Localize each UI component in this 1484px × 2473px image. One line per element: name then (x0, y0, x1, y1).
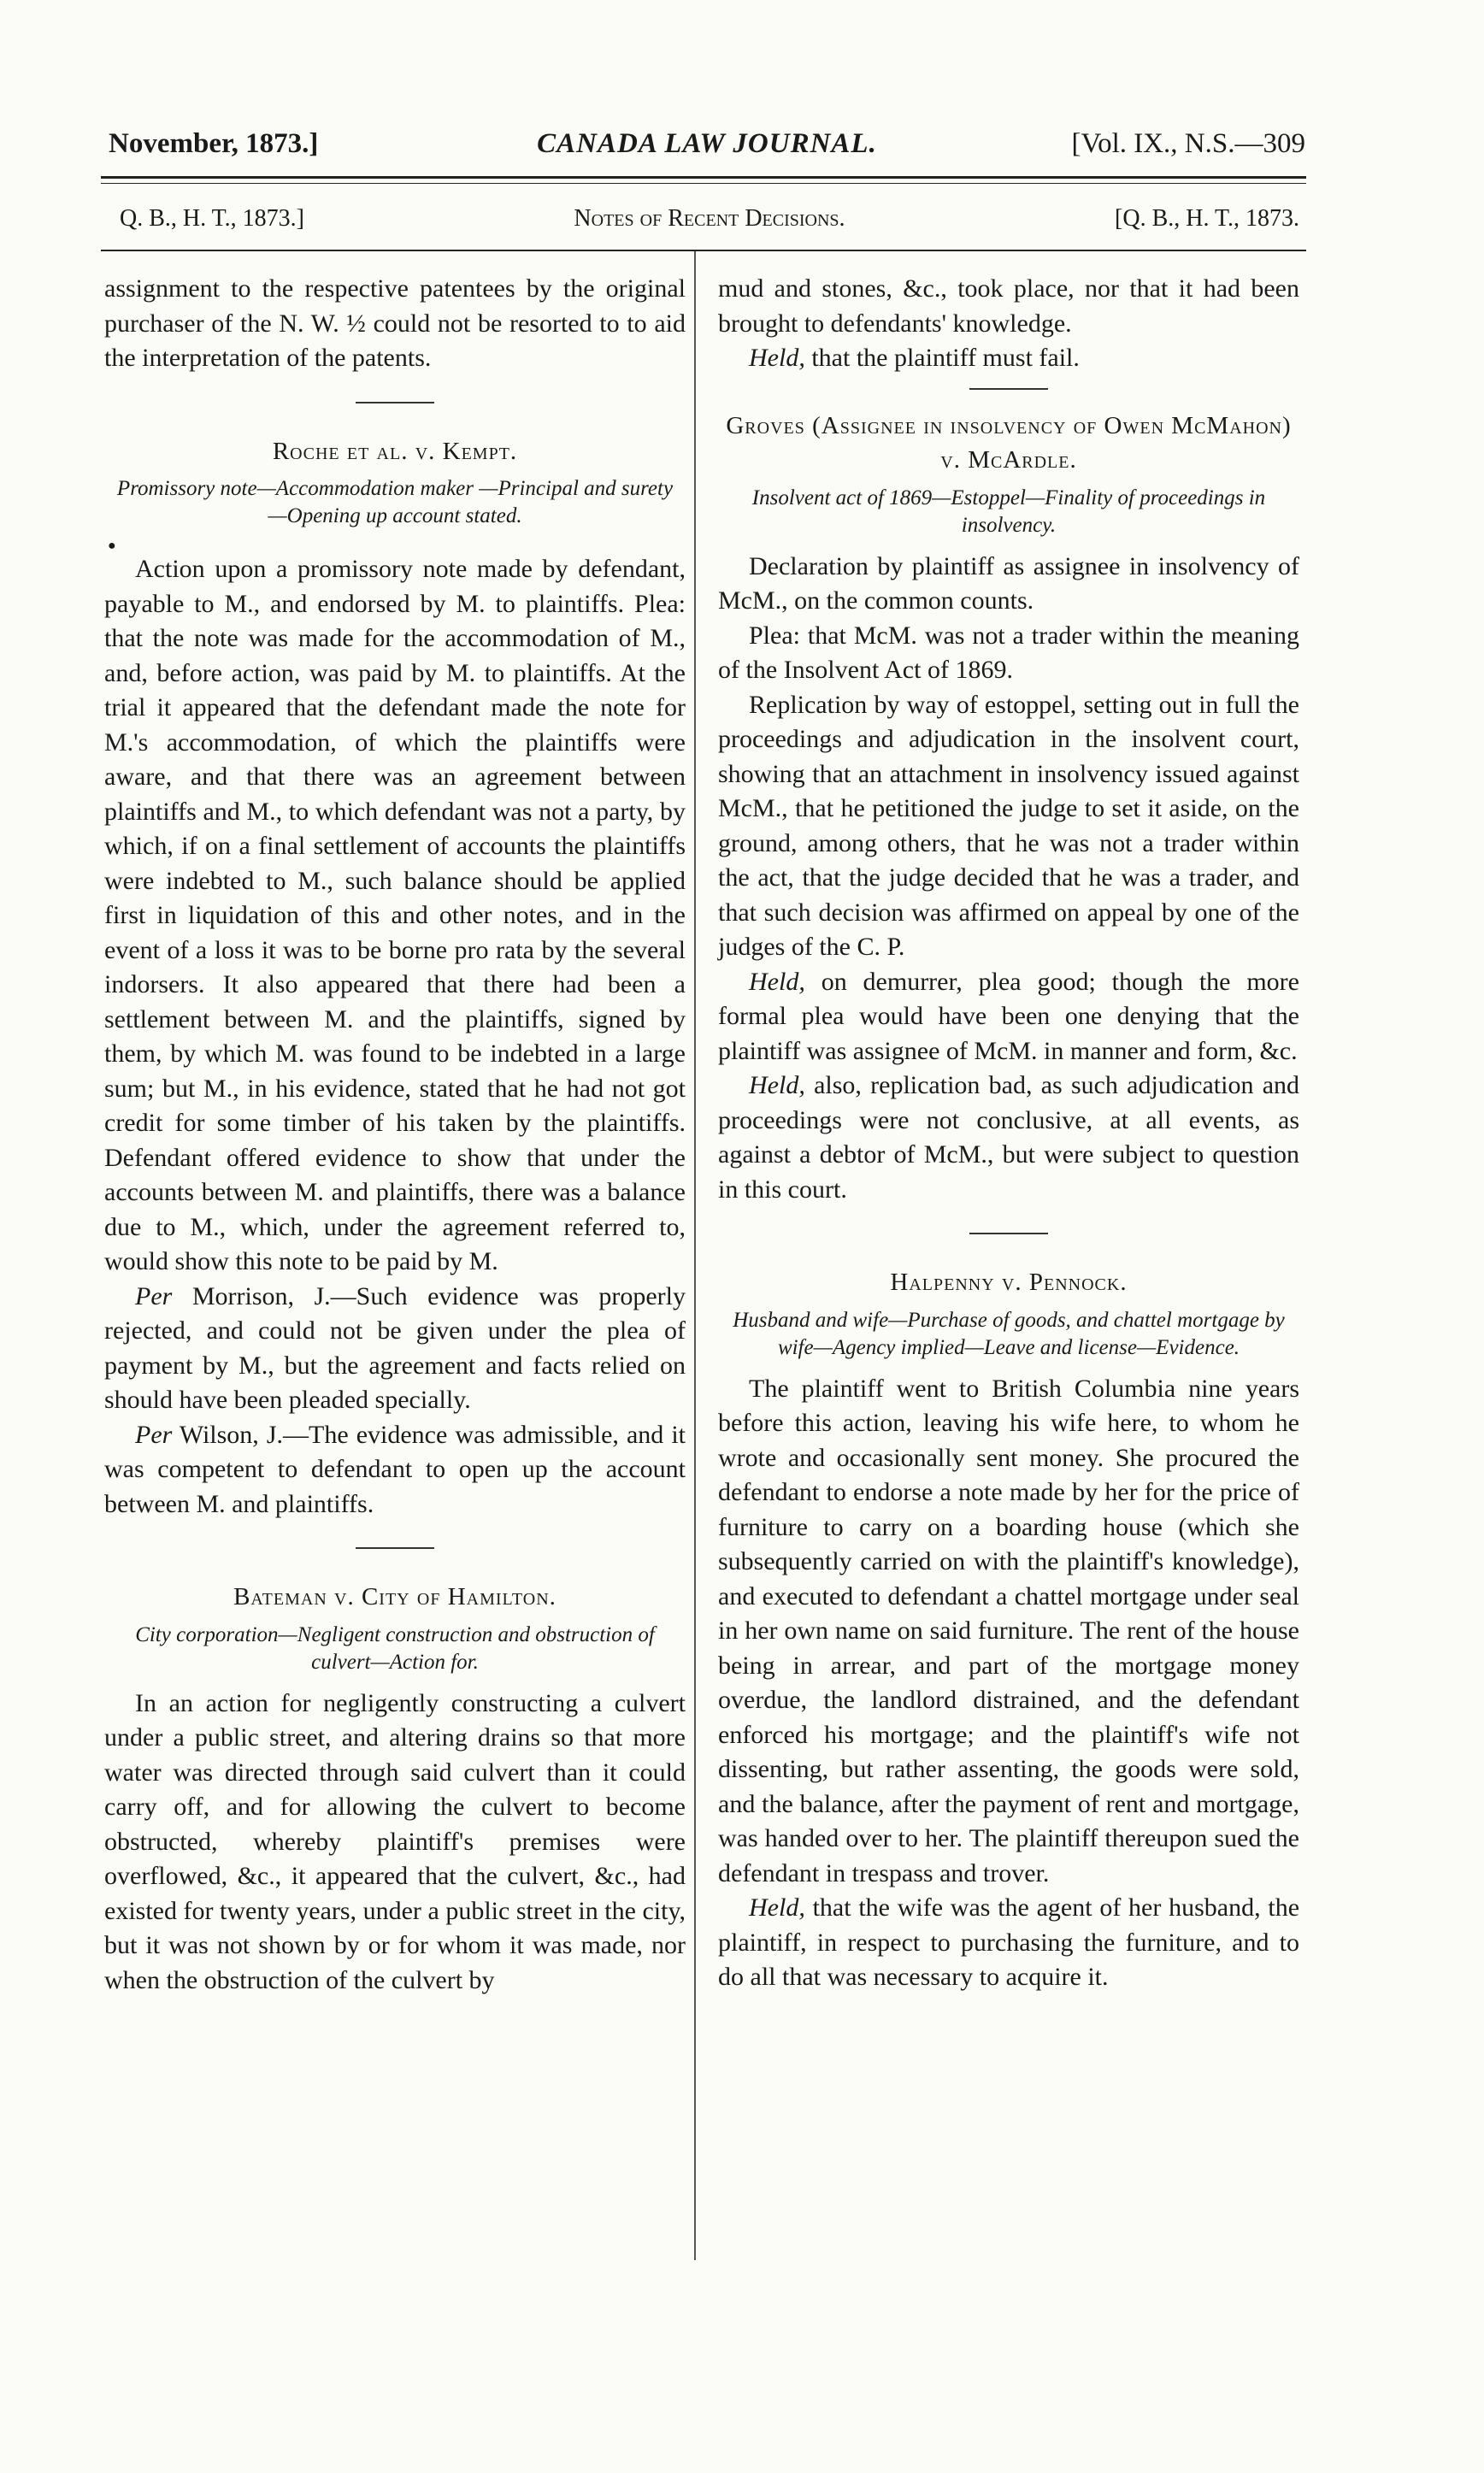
case-paragraph: Replication by way of estoppel, setting out in full the proceedings and adjudication in the insolvent court, showing that an attachment in insolvency issued against McM., that he petitioned the judge to set it aside, on the ground, among others, that he was not a trader within the act, that the judge decided that he was a trader, and that such decision was affirmed on appeal by one of the judges of the C. P. (718, 690, 1299, 961)
opinion-text: Morrison, J.—Such evidence was properly rejected, and could not be given under the plea of payment by M., but the agreement and facts relied on should have been pleaded specially. (104, 1281, 686, 1414)
continued-paragraph: assignment to the respective patentees by the original purchaser of the N. W. ½ could not be resorted to to aid the interpretation of the patents. (104, 274, 686, 372)
case-separator (969, 1233, 1048, 1234)
per-label: Per (135, 1420, 173, 1449)
case-paragraph: Action upon a promissory note made by defendant, payable to M., and endorsed by M. to plaintiffs. Plea: that the note was made for the accommodation of M., and, before action, was paid by M. to plaintiffs. At the trial it appeared that the defendant made the note for M.'s accommodation, of which the plaintiffs were aware, and that there was an agreement between plaintiffs and M., to which defendant was not a party, by which, if on a final settlement of accounts the plaintiffs were indebted to M., such balance should be applied first in liquidation of this and other notes, and in the event of a loss it was to be borne pro rata by the several indorsers. It also appeared that there had been a settlement between M. and the plaintiffs, signed by them, by which M. was found to be indebted in a large sum; but M., in his evidence, stated that he had not got credit for some timber of his taken by the plaintiffs. Defendant offered evidence to show that under the accounts between M. and plaintiffs, there was a balance due to M., which, under the agreement referred to, would show this note to be paid by M. (104, 555, 686, 1275)
continued-paragraph: mud and stones, &c., took place, nor that it had been brought to defendants' knowledge. (718, 274, 1299, 338)
holding-text: also, replication bad, as such adjudication and proceedings were not conclusive, at all events, as against a debtor of McM., but were subject to question in this court. (718, 1071, 1300, 1204)
court-term-left: Q. B., H. T., 1873.] (120, 205, 304, 232)
case-title: Bateman v. City of Hamilton. (233, 1583, 556, 1610)
holding-text: that the wife was the agent of her husband, the plaintiff, in respect to purchasing the furniture, and to do all that was necessary to acquire it. (718, 1893, 1300, 1991)
holding-paragraph (718, 965, 1299, 1069)
case-headnote: City corporation—Negligent construction and obstruction of culvert—Action for. (135, 1622, 655, 1674)
section-rule (101, 250, 1306, 251)
column-divider (694, 251, 696, 2260)
judge-opinion (104, 1280, 686, 1418)
case-paragraph: Declaration by plaintiff as assignee in insolvency of McM., on the common counts. (718, 551, 1299, 615)
journal-title: CANADA LAW JOURNAL. (537, 128, 877, 159)
case-paragraph: Plea: that McM. was not a trader within the meaning of the Insolvent Act of 1869. (718, 621, 1299, 684)
section-title: Notes of Recent Decisions. (574, 205, 845, 232)
case-paragraph: The plaintiff went to British Columbia nine years before this action, leaving his wife here, to whom he wrote and occasionally sent money. She procured the defendant to endorse a note made by her for the price of furniture to carry on a boarding house (which she subsequently carried on with the plaintiff's knowledge), and executed to defendant a chattel mortgage under seal in her own name on said furniture. The rent of the house being in arrear, and part of the mortgage money overdue, the landlord distrained, and the defendant enforced his mortgage; and the plaintiff's wife not dissenting, but rather assenting, the goods were sold, and the balance, after the payment of rent and mortgage, was handed over to her. The plaintiff thereupon sued the defendant in trespass and trover. (718, 1374, 1299, 1887)
court-term-right: [Q. B., H. T., 1873. (1115, 205, 1299, 232)
case-title: Groves (Assignee in insolvency of Owen McMahon) v. McArdle. (726, 411, 1292, 474)
bullet-mark: ● (108, 539, 116, 553)
header-rule-thin (101, 183, 1306, 184)
case-separator (356, 1547, 434, 1549)
per-label: Per (135, 1281, 173, 1310)
case-title: Roche et al. v. Kempt. (272, 437, 518, 465)
header-rule-thick (101, 176, 1306, 179)
issue-date: November, 1873.] (109, 128, 319, 159)
held-label: Held, (749, 967, 805, 996)
case-headnote: Husband and wife—Purchase of goods, and chattel mortgage by wife—Agency implied—Leave and license—Evidence. (733, 1308, 1285, 1359)
holding-text: that the plaintiff must fail. (811, 344, 1080, 372)
holding-paragraph (718, 1891, 1299, 1995)
section-head (120, 205, 1299, 239)
case-title: Halpenny v. Pennock. (890, 1269, 1128, 1296)
volume-page-number: [Vol. IX., N.S.—309 (1071, 128, 1305, 159)
holding-paragraph (718, 1069, 1299, 1207)
held-label: Held, (749, 1893, 805, 1922)
holding-paragraph (718, 341, 1299, 376)
running-head (109, 128, 1305, 171)
held-label: Held, (749, 1071, 805, 1099)
held-label: Held, (749, 344, 805, 372)
case-paragraph: In an action for negligently constructing a culvert under a public street, and altering drains so that more water was directed through said culvert than it could carry off, and for allowing the culvert to become obstructed, whereby plaintiff's premises were overflowed, &c., it appeared that the culvert, &c., had existed for twenty years, under a public street in the city, but it was not shown by or for whom it was made, nor when the obstruction of the culvert by (104, 1688, 686, 1994)
case-separator (969, 388, 1048, 390)
opinion-text: Wilson, J.—The evidence was admissible, and it was competent to defendant to open up the account between M. and plaintiffs. (104, 1420, 686, 1518)
case-headnote: Insolvent act of 1869—Estoppel—Finality of proceedings in insolvency. (751, 486, 1266, 537)
case-headnote: Promissory note—Accommodation maker —Principal and surety —Opening up account stated. (116, 477, 674, 527)
left-column (104, 272, 686, 1998)
right-column (718, 272, 1299, 1995)
judge-opinion (104, 1418, 686, 1522)
case-separator (356, 402, 434, 403)
holding-text: on demurrer, plea good; though the more formal plea would have been one denying that the plaintiff was assignee of McM. in manner and form, &c. (718, 967, 1299, 1065)
